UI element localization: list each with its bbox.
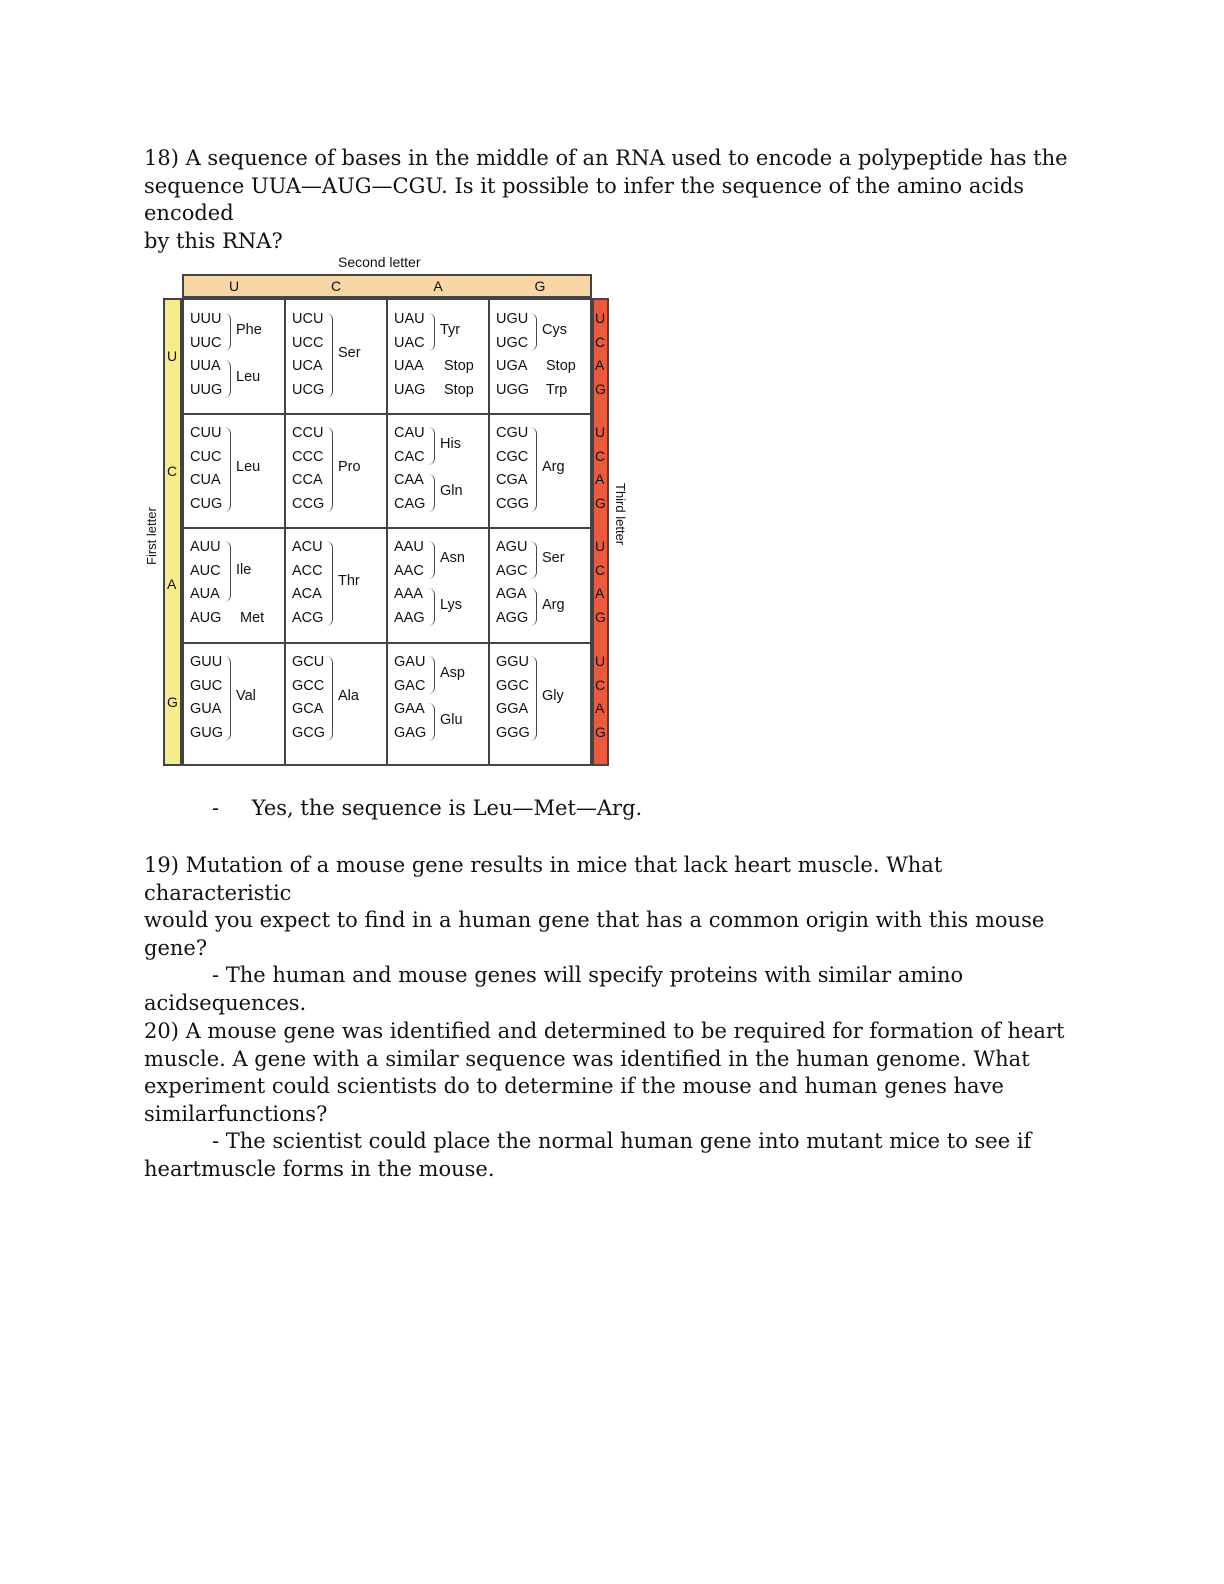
question-20 bbox=[144, 1018, 1084, 1183]
question-20-line-1: 20) A mouse gene was identified and determined to be required for formation of heart bbox=[144, 1019, 1065, 1043]
second-letter-label: Second letter bbox=[338, 254, 421, 270]
third-letter-a: A bbox=[595, 471, 605, 487]
codon-ggc: GGC bbox=[496, 677, 530, 694]
codon-gcu: GCU bbox=[292, 654, 325, 670]
codon-ccg: CCG bbox=[292, 495, 325, 512]
codon-group-brace bbox=[428, 427, 435, 465]
answer-20-line-2: heartmuscle forms in the mouse. bbox=[144, 1156, 495, 1181]
codon-aac: AAC bbox=[394, 562, 424, 579]
codon-group-brace bbox=[428, 656, 435, 694]
answer-20-line-1: - The scientist could place the normal human gene into mutant mice to see if bbox=[212, 1129, 1032, 1153]
amino-acid-ala: Ala bbox=[338, 688, 359, 705]
amino-acid-gly: Gly bbox=[542, 688, 564, 705]
codon-gga: GGA bbox=[496, 701, 529, 717]
third-letter-c: C bbox=[595, 333, 606, 350]
third-letter-g: G bbox=[595, 494, 606, 511]
question-19-line-1: 19) Mutation of a mouse gene results in mice that lack heart muscle. What characteristic bbox=[144, 853, 943, 905]
codon-group-brace bbox=[530, 313, 537, 351]
amino-acid-val: Val bbox=[236, 688, 256, 705]
codon-uga: UGA bbox=[496, 358, 528, 374]
codon-guu: GUU bbox=[190, 654, 223, 670]
codon-gug: GUG bbox=[190, 724, 224, 741]
amino-acid-asn: Asn bbox=[440, 549, 465, 566]
amino-acid-trp: Trp bbox=[546, 381, 568, 398]
third-letter-a: A bbox=[595, 585, 605, 601]
codon-cgg: CGG bbox=[496, 495, 530, 512]
question-18 bbox=[144, 145, 1084, 255]
amino-acid-arg: Arg bbox=[542, 459, 565, 476]
codon-group-brace bbox=[428, 541, 435, 579]
amino-acid-stop: Stop bbox=[444, 381, 474, 398]
codon-group-brace bbox=[428, 703, 435, 741]
third-letter-g: G bbox=[595, 608, 606, 625]
row-letter-g: G bbox=[167, 694, 178, 710]
answer-bullet: - bbox=[212, 796, 220, 820]
question-19-line-2: would you expect to find in a human gene that has a common origin with this mouse bbox=[144, 908, 1045, 932]
codon-cag: CAG bbox=[394, 495, 426, 512]
codon-aag: AAG bbox=[394, 609, 425, 626]
codon-group-brace bbox=[530, 656, 537, 741]
codon-gag: GAG bbox=[394, 724, 427, 741]
amino-acid-phe: Phe bbox=[236, 321, 262, 338]
third-letter-label: Third letter bbox=[613, 483, 628, 546]
codon-cug: CUG bbox=[190, 495, 223, 512]
third-letter-a: A bbox=[595, 700, 605, 716]
question-20-line-2: muscle. A gene with a similar sequence was identified in the human genome. What bbox=[144, 1046, 1030, 1071]
amino-acid-arg: Arg bbox=[542, 596, 565, 613]
codon-group-brace bbox=[224, 313, 231, 351]
answer-19-line-2: acidsequences. bbox=[144, 990, 307, 1015]
codon-acc: ACC bbox=[292, 562, 323, 579]
amino-acid-asp: Asp bbox=[440, 664, 465, 681]
third-letter-g: G bbox=[595, 723, 606, 740]
col-header-a: A bbox=[433, 278, 443, 294]
amino-acid-stop: Stop bbox=[444, 358, 474, 374]
answer-18-text: Yes, the sequence is Leu—Met—Arg. bbox=[251, 796, 643, 820]
codon-uau: UAU bbox=[394, 311, 425, 327]
third-letter-u: U bbox=[595, 424, 606, 440]
amino-acid-ser: Ser bbox=[542, 549, 565, 566]
codon-group-brace bbox=[224, 541, 231, 602]
codon-uag: UAG bbox=[394, 381, 426, 398]
third-letter-c: C bbox=[595, 676, 606, 693]
amino-acid-gln: Gln bbox=[440, 482, 463, 499]
codon-aga: AGA bbox=[496, 586, 527, 602]
codon-cgc: CGC bbox=[496, 448, 529, 465]
codon-cuu: CUU bbox=[190, 425, 222, 441]
codon-ucc: UCC bbox=[292, 334, 324, 351]
codon-ucu: UCU bbox=[292, 311, 324, 327]
third-letter-c: C bbox=[595, 447, 606, 464]
third-letter-c: C bbox=[595, 561, 606, 578]
amino-acid-stop: Stop bbox=[546, 358, 576, 374]
third-letter-u: U bbox=[595, 653, 606, 669]
question-19-line-3: gene? bbox=[144, 935, 208, 960]
codon-ugg: UGG bbox=[496, 381, 530, 398]
codon-gau: GAU bbox=[394, 654, 426, 670]
codon-ucg: UCG bbox=[292, 381, 325, 398]
codon-ccc: CCC bbox=[292, 448, 324, 465]
codon-group-brace bbox=[530, 588, 537, 626]
codon-agu: AGU bbox=[496, 539, 528, 555]
codon-cua: CUA bbox=[190, 472, 221, 488]
second-letter-header-bar bbox=[182, 274, 592, 298]
codon-agc: AGC bbox=[496, 562, 528, 579]
codon-aua: AUA bbox=[190, 586, 220, 602]
question-19 bbox=[144, 852, 1084, 1017]
row-letter-u: U bbox=[167, 348, 178, 364]
amino-acid-glu: Glu bbox=[440, 711, 463, 728]
amino-acid-lys: Lys bbox=[440, 596, 463, 613]
codon-ggg: GGG bbox=[496, 724, 530, 741]
third-letter-u: U bbox=[595, 310, 606, 326]
amino-acid-his: His bbox=[440, 435, 461, 452]
codon-group-brace bbox=[326, 313, 333, 398]
amino-acid-met: Met bbox=[240, 609, 265, 626]
codon-gaa: GAA bbox=[394, 701, 425, 717]
codon-group-brace bbox=[428, 474, 435, 512]
codon-gac: GAC bbox=[394, 677, 426, 694]
codon-cac: CAC bbox=[394, 448, 425, 465]
codon-cga: CGA bbox=[496, 472, 528, 488]
row-letter-a: A bbox=[167, 576, 177, 592]
amino-acid-pro: Pro bbox=[338, 459, 361, 476]
question-20-line-4: similarfunctions? bbox=[144, 1101, 328, 1126]
row-letter-c: C bbox=[167, 463, 178, 479]
codon-guc: GUC bbox=[190, 677, 223, 694]
amino-acid-ile: Ile bbox=[236, 561, 252, 578]
amino-acid-thr: Thr bbox=[338, 573, 360, 590]
codon-uaa: UAA bbox=[394, 358, 424, 374]
col-header-c: C bbox=[330, 278, 342, 294]
codon-group-brace bbox=[428, 313, 435, 351]
codon-uuc: UUC bbox=[190, 334, 222, 351]
codon-uug: UUG bbox=[190, 381, 223, 398]
codon-ugu: UGU bbox=[496, 311, 529, 327]
codon-acu: ACU bbox=[292, 539, 323, 555]
codon-ugc: UGC bbox=[496, 334, 529, 351]
codon-group-brace bbox=[428, 588, 435, 626]
codon-group-brace bbox=[530, 541, 537, 579]
codon-ggu: GGU bbox=[496, 654, 530, 670]
codon-uuu: UUU bbox=[190, 311, 222, 327]
codon-group-brace bbox=[530, 427, 537, 512]
third-letter-a: A bbox=[595, 357, 605, 373]
codon-agg: AGG bbox=[496, 609, 529, 626]
answer-18-line bbox=[144, 795, 1084, 823]
question-18-line-3: by this RNA? bbox=[144, 228, 283, 253]
codon-uac: UAC bbox=[394, 334, 425, 351]
codon-aca: ACA bbox=[292, 586, 322, 602]
first-letter-column bbox=[163, 298, 182, 766]
amino-acid-tyr: Tyr bbox=[440, 321, 461, 338]
codon-caa: CAA bbox=[394, 472, 424, 488]
question-18-line-1: 18) A sequence of bases in the middle of an RNA used to encode a polypeptide has the bbox=[144, 146, 1068, 170]
codon-group-brace bbox=[224, 360, 231, 398]
third-letter-column bbox=[592, 298, 609, 766]
third-letter-g: G bbox=[595, 380, 606, 397]
codon-gcg: GCG bbox=[292, 724, 326, 741]
amino-acid-leu: Leu bbox=[236, 459, 261, 476]
codon-group-brace bbox=[224, 427, 231, 512]
codon-group-brace bbox=[326, 427, 333, 512]
codon-uua: UUA bbox=[190, 358, 221, 374]
codon-aau: AAU bbox=[394, 539, 424, 555]
question-18-line-2: sequence UUA—AUG—CGU. Is it possible to infer the sequence of the amino acids encoded bbox=[144, 173, 1025, 225]
codon-auu: AUU bbox=[190, 539, 221, 555]
answer-18 bbox=[144, 795, 1084, 823]
first-letter-label: First letter bbox=[144, 507, 159, 565]
codon-auc: AUC bbox=[190, 562, 221, 579]
codon-group-brace bbox=[326, 541, 333, 626]
codon-gca: GCA bbox=[292, 701, 324, 717]
codon-cca: CCA bbox=[292, 472, 323, 488]
amino-acid-leu: Leu bbox=[236, 368, 261, 385]
codon-cgu: CGU bbox=[496, 425, 529, 441]
codon-group-brace bbox=[326, 656, 333, 741]
amino-acid-ser: Ser bbox=[338, 345, 361, 362]
codon-cuc: CUC bbox=[190, 448, 222, 465]
col-header-u: U bbox=[228, 278, 240, 294]
codon-cau: CAU bbox=[394, 425, 425, 441]
codon-ccu: CCU bbox=[292, 425, 324, 441]
question-20-line-3: experiment could scientists do to determine if the mouse and human genes have bbox=[144, 1074, 1004, 1098]
codon-aug: AUG bbox=[190, 609, 222, 626]
codon-group-brace bbox=[224, 656, 231, 741]
codon-aaa: AAA bbox=[394, 586, 424, 602]
codon-gcc: GCC bbox=[292, 677, 325, 694]
codon-acg: ACG bbox=[292, 609, 324, 626]
col-header-g: G bbox=[534, 278, 546, 294]
codon-uca: UCA bbox=[292, 358, 323, 374]
amino-acid-cys: Cys bbox=[542, 321, 567, 338]
third-letter-u: U bbox=[595, 538, 606, 554]
codon-gua: GUA bbox=[190, 701, 222, 717]
answer-19-line-1: - The human and mouse genes will specify proteins with similar amino bbox=[212, 963, 964, 987]
